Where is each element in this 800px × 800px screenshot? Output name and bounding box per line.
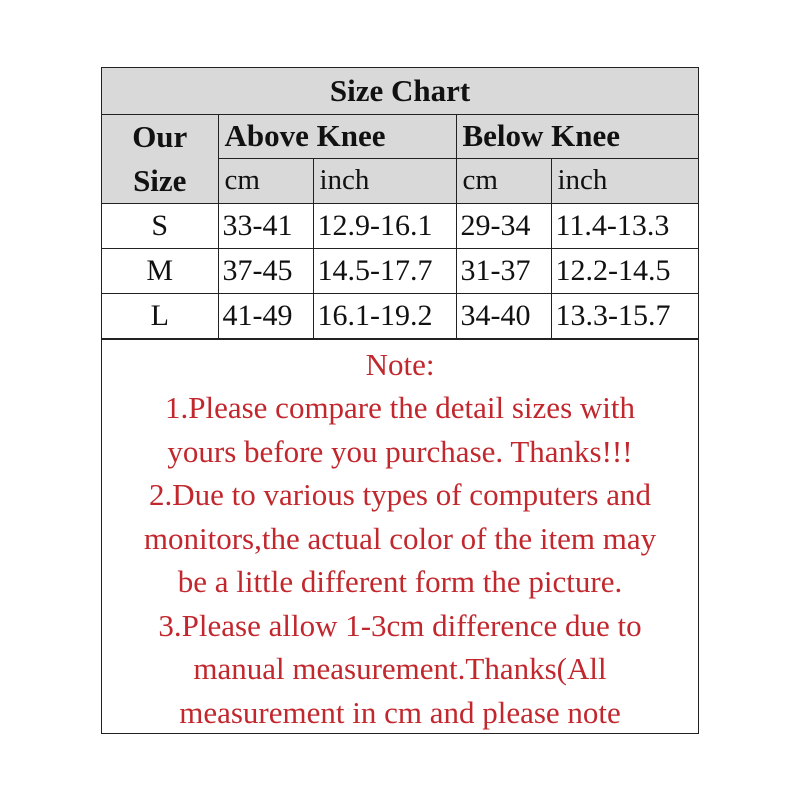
size-chart [101, 67, 699, 734]
above-inch-cell: 12.9-16.1 [313, 203, 456, 248]
above-cm-cell: 33-41 [218, 203, 313, 248]
unit-header-above-cm: cm [218, 158, 313, 203]
note-line: 3.Please allow 1-3cm difference due to [158, 607, 642, 643]
above-inch-cell: 16.1-19.2 [313, 293, 456, 338]
note-line: be a little different form the picture. [177, 564, 623, 599]
note-line: manual measurement.Thanks(All [193, 651, 607, 686]
above-cm-cell: 41-49 [218, 293, 313, 338]
below-cm-cell: 34-40 [456, 293, 551, 338]
above-knee-header: Above Knee [218, 114, 456, 158]
size-cell: L [102, 293, 218, 338]
note-heading: Note: [365, 346, 435, 382]
table-row [102, 248, 698, 293]
below-knee-header: Below Knee [456, 114, 698, 158]
unit-header-below-inch: inch [551, 158, 698, 203]
note-line: measurement in cm and please note [179, 694, 621, 730]
below-inch-cell: 13.3-15.7 [551, 293, 698, 338]
size-cell: S [102, 203, 218, 248]
below-inch-cell: 11.4-13.3 [551, 203, 698, 248]
above-cm-cell: 37-45 [218, 248, 313, 293]
below-cm-cell: 31-37 [456, 248, 551, 293]
table-row [102, 203, 698, 248]
unit-header-below-cm: cm [456, 158, 551, 203]
note-line: monitors,the actual color of the item may [143, 520, 657, 556]
below-inch-cell: 12.2-14.5 [551, 248, 698, 293]
note-line: 1.Please compare the detail sizes with [164, 390, 635, 425]
our-size-line1: Our [132, 118, 188, 154]
chart-title: Size Chart [102, 68, 698, 114]
note-line: 2.Due to various types of computers and [149, 477, 651, 512]
our-size-line2: Size [133, 162, 187, 198]
size-cell: M [102, 248, 218, 293]
our-size-header [102, 114, 218, 203]
unit-header-above-inch: inch [313, 158, 456, 203]
note-line: yours before you purchase. Thanks!!! [167, 433, 633, 469]
below-cm-cell: 29-34 [456, 203, 551, 248]
group-header-row [102, 114, 698, 158]
notes-section [102, 339, 698, 735]
size-table [102, 68, 698, 339]
table-row [102, 293, 698, 338]
above-inch-cell: 14.5-17.7 [313, 248, 456, 293]
title-row [102, 68, 698, 114]
